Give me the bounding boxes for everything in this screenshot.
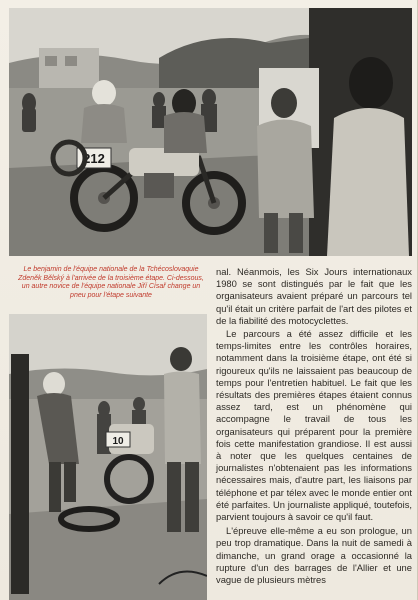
article-paragraph-2: Le parcours a été assez difficile et les temps-limites entre les contrôles horaires, notamment dans la troisième étape, ont été si rigoureux qu'ils ne laissaient pas beaucoup de temps pour l'entretien habituel. Le fait que les résultats des premières étapes étaient connus assez tard, est un phénomène qui accompagne le travail de tous les organisateurs qui préparent pour la première fois cette manifestation grandiose. Il est aussi à noter que les quelques centaines de journalistes n'obtenaient pas les informations nécessaires mais, d'autre part, les liaisons par téléphone et par télex avec le monde entier ont été parfaites. Un journaliste appliqué, toutefois, parvient toujours à savoir ce qu'il faut. bbox=[216, 328, 412, 523]
photo-bottom-image bbox=[9, 314, 207, 600]
photo-top-image bbox=[9, 8, 412, 256]
article-paragraph-1: nal. Néanmois, les Six Jours internationaux 1980 se sont distingués par le fait que les organisateurs avaient préparé un parcours tel qu'il était un critère parfait de l'art des pilotes et de la fiabilité des motocyclettes. bbox=[216, 266, 412, 326]
article-paragraph-3: L'épreuve elle-même a eu son prologue, un peu trop dramatique. Dans la nuit de samedi à dimanche, un grand orage a occasionné la rupture d'un des barrages de l'Allier et une vague de plusieurs mètres bbox=[216, 525, 412, 586]
photo-top-number-plate: 212 bbox=[83, 151, 105, 166]
photo-caption: Le benjamin de l'équipe nationale de la Tchécoslovaquie Zdeněk Bělský à l'arrivée de la troisième étape. Ci-dessous, un autre novice de l'équipe nationale Jiří Císař change un pneu pour l'étape suivante bbox=[18, 266, 204, 299]
photo-bottom-number-plate: 10 bbox=[112, 436, 124, 447]
photo-tyre-change bbox=[9, 314, 207, 600]
article-body bbox=[216, 266, 412, 586]
photo-rider-on-motorcycle bbox=[9, 8, 412, 256]
